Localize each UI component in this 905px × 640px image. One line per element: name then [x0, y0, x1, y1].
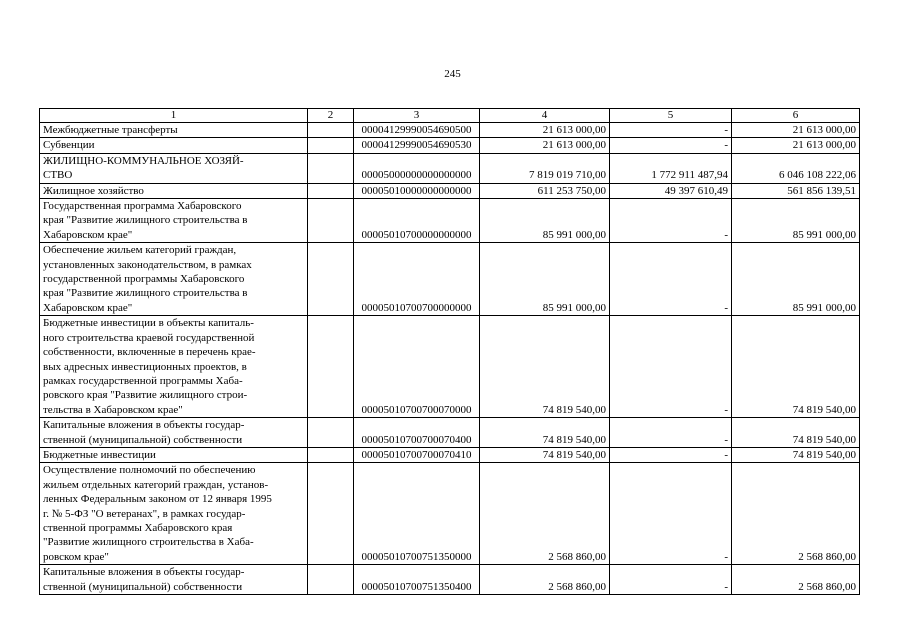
row-col-2: [308, 418, 354, 448]
row-description: [40, 183, 308, 198]
table-row: [40, 153, 860, 183]
row-value-6: 74 819 540,00: [732, 418, 860, 448]
row-col-2: [308, 138, 354, 153]
row-col-2: [308, 183, 354, 198]
description-line: ственной программы Хабаровского края: [43, 521, 233, 534]
row-description: [40, 123, 308, 138]
description-line: рамках государственной программы Хаба-: [43, 374, 243, 387]
table-row: [40, 316, 860, 418]
row-value-4: 2 568 860,00: [480, 565, 610, 595]
row-value-5: -: [610, 138, 732, 153]
row-value-5: -: [610, 565, 732, 595]
header-col-2: 2: [308, 109, 354, 123]
row-col-2: [308, 447, 354, 462]
row-code: 00005010700751350400: [354, 565, 480, 595]
row-value-5: -: [610, 418, 732, 448]
description-line: Капитальные вложения в объекты государ-: [43, 566, 245, 579]
table-row: [40, 418, 860, 448]
row-value-6: 2 568 860,00: [732, 463, 860, 565]
row-code: 00004129990054690530: [354, 138, 480, 153]
description-line: СТВО: [43, 169, 73, 182]
table-body: [40, 109, 860, 595]
description-line: Жилищное хозяйство: [43, 184, 144, 197]
description-line: г. № 5-ФЗ "О ветеранах", в рамках государ-: [43, 507, 246, 520]
row-value-4: 2 568 860,00: [480, 463, 610, 565]
row-code: 00005010700700070400: [354, 418, 480, 448]
description-line: ленных Федеральным законом от 12 января 1995: [43, 493, 272, 506]
row-value-6: 85 991 000,00: [732, 243, 860, 316]
description-line: Обеспечение жильем категорий граждан,: [43, 244, 237, 257]
row-value-4: 7 819 019 710,00: [480, 153, 610, 183]
row-value-6: 21 613 000,00: [732, 138, 860, 153]
table-row: [40, 447, 860, 462]
description-line: Хабаровском крае": [43, 301, 133, 314]
description-line: вых адресных инвестиционных проектов, в: [43, 360, 247, 373]
row-value-6: 74 819 540,00: [732, 447, 860, 462]
description-line: ственной (муниципальной) собственности: [43, 580, 243, 593]
row-description: [40, 418, 308, 448]
row-value-6: 74 819 540,00: [732, 316, 860, 418]
header-col-1: 1: [40, 109, 308, 123]
row-description: [40, 565, 308, 595]
description-line: Капитальные вложения в объекты государ-: [43, 419, 245, 432]
row-value-5: 49 397 610,49: [610, 183, 732, 198]
row-value-5: -: [610, 199, 732, 243]
row-value-6: 6 046 108 222,06: [732, 153, 860, 183]
budget-table: [39, 108, 860, 595]
row-code: 00005010700700000000: [354, 243, 480, 316]
description-line: государственной программы Хабаровского: [43, 273, 245, 286]
description-line: края "Развитие жилищного строительства в: [43, 214, 248, 227]
row-value-5: -: [610, 123, 732, 138]
description-line: Бюджетные инвестиции: [43, 448, 156, 461]
description-line: Государственная программа Хабаровского: [43, 200, 242, 213]
row-code: 00004129990054690500: [354, 123, 480, 138]
description-line: Субвенции: [43, 139, 95, 152]
page-number: 245: [444, 68, 461, 80]
description-line: Хабаровском крае": [43, 228, 133, 241]
row-value-4: 85 991 000,00: [480, 243, 610, 316]
row-value-5: -: [610, 463, 732, 565]
description-line: ровском крае": [43, 550, 109, 563]
row-value-6: 2 568 860,00: [732, 565, 860, 595]
table-row: [40, 463, 860, 565]
row-value-6: 21 613 000,00: [732, 123, 860, 138]
row-value-4: 611 253 750,00: [480, 183, 610, 198]
row-code: 00005010700000000000: [354, 199, 480, 243]
row-description: [40, 153, 308, 183]
table-row: [40, 565, 860, 595]
row-code: 00005010700751350000: [354, 463, 480, 565]
row-description: [40, 447, 308, 462]
table-row: [40, 138, 860, 153]
row-value-4: 21 613 000,00: [480, 138, 610, 153]
table-row: [40, 123, 860, 138]
description-line: собственности, включенные в перечень крае-: [43, 346, 256, 359]
description-line: Межбюджетные трансферты: [43, 124, 178, 136]
row-col-2: [308, 243, 354, 316]
row-code: 00005000000000000000: [354, 153, 480, 183]
table-row: [40, 243, 860, 316]
description-line: края "Развитие жилищного строительства в: [43, 287, 248, 300]
row-description: [40, 463, 308, 565]
row-value-6: 561 856 139,51: [732, 183, 860, 198]
row-value-5: 1 772 911 487,94: [610, 153, 732, 183]
row-description: [40, 243, 308, 316]
description-line: Осуществление полномочий по обеспечению: [43, 464, 256, 477]
row-value-6: 85 991 000,00: [732, 199, 860, 243]
row-value-4: 74 819 540,00: [480, 316, 610, 418]
row-value-4: 74 819 540,00: [480, 418, 610, 448]
row-code: 00005010700700070410: [354, 447, 480, 462]
description-line: ЖИЛИЩНО-КОММУНАЛЬНОЕ ХОЗЯЙ-: [43, 154, 244, 167]
row-value-4: 74 819 540,00: [480, 447, 610, 462]
description-line: тельства в Хабаровском крае": [43, 403, 183, 416]
row-value-4: 21 613 000,00: [480, 123, 610, 138]
row-col-2: [308, 153, 354, 183]
description-line: ственной (муниципальной) собственности: [43, 433, 243, 446]
description-line: ного строительства краевой государственной: [43, 331, 255, 344]
row-col-2: [308, 316, 354, 418]
row-col-2: [308, 463, 354, 565]
table-header-row: [40, 109, 860, 123]
row-col-2: [308, 199, 354, 243]
table-row: [40, 183, 860, 198]
row-description: [40, 316, 308, 418]
description-line: "Развитие жилищного строительства в Хаба-: [43, 536, 254, 549]
row-description: [40, 199, 308, 243]
description-line: Бюджетные инвестиции в объекты капиталь-: [43, 317, 254, 330]
header-col-4: 4: [480, 109, 610, 123]
row-code: 00005010000000000000: [354, 183, 480, 198]
header-col-5: 5: [610, 109, 732, 123]
row-value-4: 85 991 000,00: [480, 199, 610, 243]
row-col-2: [308, 123, 354, 138]
row-value-5: -: [610, 447, 732, 462]
row-description: [40, 138, 308, 153]
description-line: ровского края "Развитие жилищного строи-: [43, 389, 248, 402]
row-value-5: -: [610, 316, 732, 418]
row-code: 00005010700700070000: [354, 316, 480, 418]
description-line: установленных законодательством, в рамках: [43, 258, 252, 271]
row-col-2: [308, 565, 354, 595]
header-col-6: 6: [732, 109, 860, 123]
row-value-5: -: [610, 243, 732, 316]
description-line: жильем отдельных категорий граждан, установ-: [43, 478, 269, 491]
header-col-3: 3: [354, 109, 480, 123]
table-row: [40, 199, 860, 243]
